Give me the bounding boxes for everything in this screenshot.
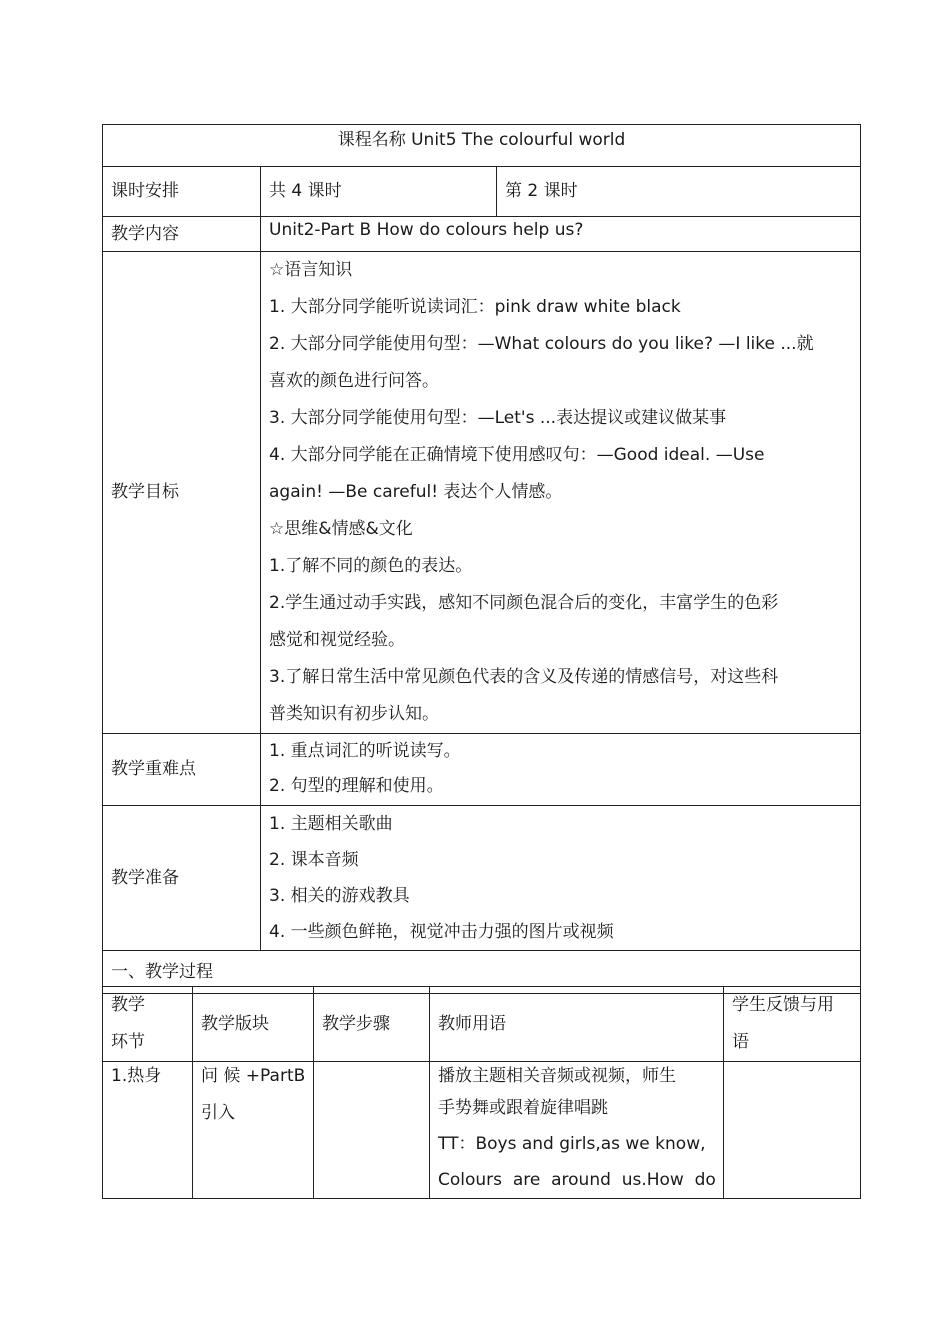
row-teacher: 播放主题相关音频或视频，师生 手势舞或跟着旋律唱跳 TT：Boys and girls,as we know, Colours are around us.How do [430,1062,724,1199]
schedule-current: 第 2 课时 [497,167,861,217]
objective-line: 感觉和视觉经验。 [269,630,405,650]
schedule-label: 课时安排 [103,167,261,217]
objective-line: 1. 大部分同学能听说读词汇：pink draw white black [269,297,681,317]
preparation-line: 2. 课本音频 [269,850,359,870]
objectives-label: 教学目标 [103,252,261,734]
row-block: 问 候 +PartB 引入 [193,1062,314,1199]
objective-line: 4. 大部分同学能在正确情境下使用感叹句：—Good ideal. —Use [269,445,765,465]
header-stage: 教学 环节 [103,987,193,1062]
header-teacher: 教师用语 [430,987,724,1062]
objective-line: again! —Be careful! 表达个人情感。 [269,482,563,502]
objective-line: 3.了解日常生活中常见颜色代表的含义及传递的情感信号，对这些科 [269,667,779,687]
key-point-line: 2. 句型的理解和使用。 [269,776,444,796]
preparation-cell [261,806,861,951]
course-title-cell [103,125,861,167]
objective-line: ☆思维&情感&文化 [269,519,413,539]
objective-line: 3. 大部分同学能使用句型：—Let's ...表达提议或建议做某事 [269,408,727,428]
process-table [102,986,861,1199]
objective-line: 2. 大部分同学能使用句型：—What colours do you like? —I like ...就 [269,334,814,354]
row-feedback [724,1062,861,1199]
preparation-line: 1. 主题相关歌曲 [269,814,393,834]
preparation-label: 教学准备 [103,806,261,951]
process-section-title: 一、教学过程 [103,951,861,994]
key-points-cell [261,734,861,806]
preparation-line: 4. 一些颜色鲜艳，视觉冲击力强的图片或视频 [269,922,614,942]
row-steps [314,1062,430,1199]
objective-line: 普类知识有初步认知。 [269,704,439,724]
key-point-line: 1. 重点词汇的听说读写。 [269,741,461,761]
preparation-line: 3. 相关的游戏教具 [269,886,410,906]
objective-line: ☆语言知识 [269,260,353,280]
objective-line: 喜欢的颜色进行问答。 [269,371,439,391]
objective-line: 2.学生通过动手实践，感知不同颜色混合后的变化，丰富学生的色彩 [269,593,779,613]
content-value: Unit2-Part B How do colours help us? [261,217,861,252]
key-points-label: 教学重难点 [103,734,261,806]
lesson-info-table [102,124,861,994]
header-steps: 教学步骤 [314,987,430,1062]
objectives-cell [261,252,861,734]
objective-line: 1.了解不同的颜色的表达。 [269,556,473,576]
content-label: 教学内容 [103,217,261,252]
header-block: 教学版块 [193,987,314,1062]
header-feedback: 学生反馈与用 语 [724,987,861,1062]
row-stage: 1.热身 [103,1062,193,1199]
course-title: 课程名称 Unit5 The colourful world [337,130,626,150]
schedule-total: 共 4 课时 [261,167,497,217]
